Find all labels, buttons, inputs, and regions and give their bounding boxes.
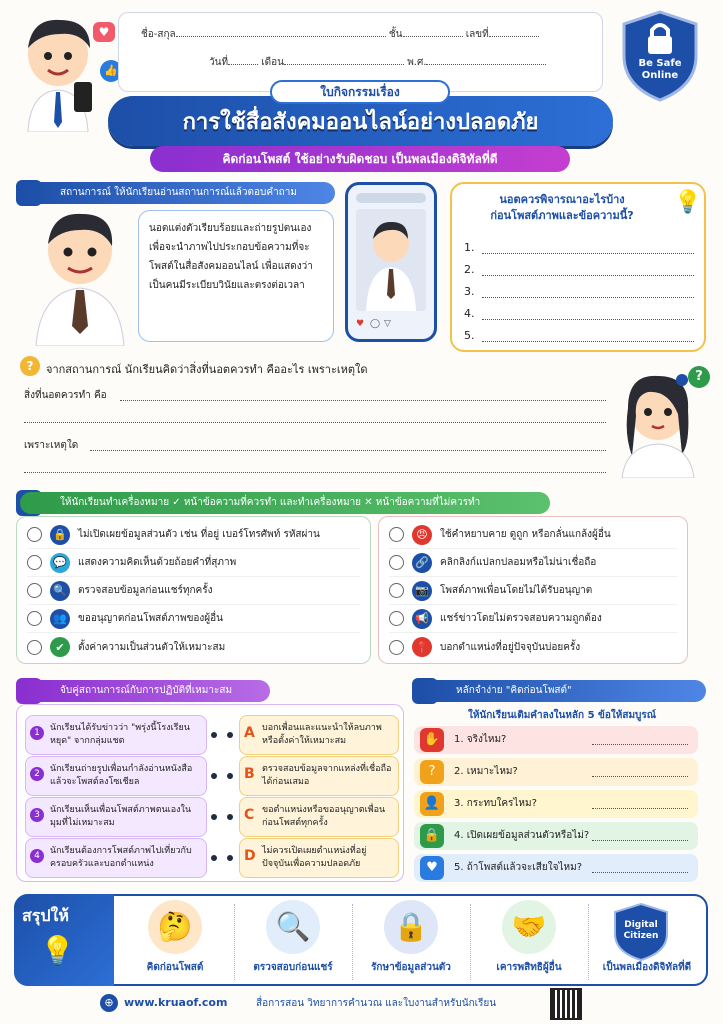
think-principle-row: [414, 758, 698, 786]
boy-tying-tie-illustration: [26, 206, 134, 346]
do-item: [27, 577, 360, 605]
statement-text: ใช้คำหยาบคาย ดูถูก หรือกลั่นแกล้งผู้อื่น: [440, 529, 611, 540]
summary-label: เป็นพลเมืองดิจิทัลที่ดี: [602, 962, 692, 973]
situation-text: นักเรียนต้องการโพสต์ภาพไปเที่ยวกับครอบครัวและบอกตำแหน่ง: [50, 846, 192, 869]
digital-citizen-shield-icon: [612, 902, 670, 962]
link-icon: 🔗: [412, 553, 432, 573]
action-text: ขอตำแหน่งหรือขออนุญาตเพื่อนก่อนโพสต์ทุกครั้ง: [262, 805, 386, 828]
match-dot-left[interactable]: [211, 814, 217, 820]
action-text: บอกเพื่อนและแนะนำให้ลบภาพหรือตั้งค่าให้เหมาะสม: [262, 723, 382, 746]
badge-line1: Be Safe: [638, 58, 682, 69]
year-field[interactable]: [426, 64, 546, 65]
website-link[interactable]: www.kruaof.com: [124, 996, 228, 1009]
match-dot-right[interactable]: [227, 814, 233, 820]
high-five-icon: 🤝: [502, 900, 556, 954]
summary-label: คิดก่อนโพสต์: [146, 962, 204, 973]
year-label: พ.ศ.: [407, 57, 427, 68]
globe-icon: ⊕: [100, 994, 118, 1012]
chat-icon: 💬: [50, 553, 70, 573]
badge-line2: Online: [641, 70, 679, 81]
date-label: วันที่: [209, 57, 229, 68]
matching-card: [16, 704, 404, 882]
consider-answer-line[interactable]: [482, 240, 694, 254]
date-field[interactable]: [228, 64, 258, 65]
story-bubble: นอตแต่งตัวเรียบร้อยและถ่ายรูปตนเอง เพื่อจะนำภาพไปประกอบข้อความที่จะโพสต์ในสื่อสังคมออนไลน์ เพื่อแสดงว่าเป็นคนมีระเบียบวินัยและตรงต่อเวลา: [138, 210, 334, 342]
section1-question: จากสถานการณ์ นักเรียนคิดว่าสิ่งที่นอตควรทำ คืออะไร เพราะเหตุใด: [46, 363, 368, 376]
share-icon[interactable]: ▽: [384, 319, 391, 329]
thinking-boy-icon: 🤔: [148, 900, 202, 954]
dont-item: [389, 577, 677, 605]
match-dot-right[interactable]: [227, 732, 233, 738]
summary-item: [120, 900, 230, 975]
name-label: ชื่อ-สกุล: [141, 29, 176, 40]
question-icon: ?: [420, 760, 444, 784]
action-card: [239, 838, 399, 878]
dont-item: [389, 605, 677, 633]
principle-text: 4. เปิดเผยข้อมูลส่วนตัวหรือไม่?: [454, 830, 590, 841]
lock-icon: 🔒: [50, 525, 70, 545]
match-dot-right[interactable]: [227, 773, 233, 779]
consider-item: [464, 254, 694, 276]
dont-list-card: [378, 516, 688, 664]
people-icon: 👥: [50, 609, 70, 629]
answer1-line[interactable]: [120, 400, 606, 401]
lightbulb-icon: 💡: [40, 934, 75, 967]
footer-caption: สื่อการสอน วิทยาการคำนวณ และใบงานสำหรับนักเรียน: [256, 998, 497, 1009]
consider-item: [464, 232, 694, 254]
consider-item-number: 5.: [464, 329, 475, 342]
consider-answer-line[interactable]: [482, 284, 694, 298]
digital-badge-line2: Citizen: [623, 931, 659, 941]
answer-checkbox[interactable]: [389, 640, 404, 655]
statement-text: ตรวจสอบข้อมูลก่อนแชร์ทุกครั้ง: [78, 585, 213, 596]
thumbs-up-icon: 👍: [100, 60, 122, 82]
lightbulb-icon: 💡: [674, 190, 702, 215]
magnifier-icon: 🔍: [266, 900, 320, 954]
principle-answer-line[interactable]: [592, 872, 688, 873]
do-item: [27, 549, 360, 577]
shield-check-icon: ✔: [50, 637, 70, 657]
dont-item: [389, 549, 677, 577]
camera-icon: 📷: [412, 581, 432, 601]
location-pin-icon: 📍: [412, 637, 432, 657]
statement-text: บอกตำแหน่งที่อยู่ปัจจุบันบ่อยครั้ง: [440, 641, 581, 653]
phone-mockup: [345, 182, 437, 342]
search-icon: 🔍: [50, 581, 70, 601]
summary-divider: [470, 904, 471, 980]
lock-icon: 🔒: [420, 824, 444, 848]
action-card: [239, 756, 399, 796]
qr-code-icon[interactable]: [550, 988, 582, 1020]
statement-text: ตั้งค่าความเป็นส่วนตัวให้เหมาะสม: [78, 641, 226, 653]
statement-text: คลิกลิงก์แปลกปลอมหรือไม่น่าเชื่อถือ: [440, 557, 597, 568]
statement-text: แชร์ข่าวโดยไม่ตรวจสอบความถูกต้อง: [440, 613, 602, 624]
answer-checkbox[interactable]: [27, 527, 42, 542]
person-icon: 👤: [420, 792, 444, 816]
title-small: ใบกิจกรรมเรื่อง: [270, 80, 450, 104]
number-label: เลขที่: [465, 29, 489, 40]
action-letter: C: [244, 807, 255, 823]
principle-answer-line[interactable]: [592, 776, 688, 777]
summary-label: เคารพสิทธิผู้อื่น: [496, 962, 562, 973]
situation-text: นักเรียนได้รับข่าวว่า "พรุ่งนี้โรงเรียนหยุด" จากกลุ่มแชต: [50, 723, 190, 746]
action-letter: A: [244, 725, 255, 741]
situation-card: [25, 756, 207, 796]
think-principle-row: [414, 822, 698, 850]
situation-number: 1: [30, 726, 44, 740]
heart-bubble-icon: ♥: [93, 22, 115, 42]
summary-item: [356, 900, 466, 975]
page-subtitle: คิดก่อนโพสต์ ใช้อย่างรับผิดชอบ เป็นพลเมืองดิจิทัลที่ดี: [150, 146, 570, 172]
section3-instruction: จับคู่สถานการณ์กับการปฏิบัติที่เหมาะสม: [20, 680, 270, 702]
consider-title-line1: นอตควรพิจารณาอะไรบ้าง: [499, 193, 625, 206]
consider-answer-line[interactable]: [482, 262, 694, 276]
answer-checkbox[interactable]: [27, 640, 42, 655]
situation-number: 2: [30, 767, 44, 781]
statement-text: แสดงความคิดเห็นด้วยถ้อยคำที่สุภาพ: [78, 557, 237, 568]
answer2-line[interactable]: [90, 450, 606, 451]
summary-divider: [234, 904, 235, 980]
megaphone-icon: 📢: [412, 609, 432, 629]
answer-checkbox[interactable]: [389, 611, 404, 626]
situation-text: นักเรียนเห็นเพื่อนโพสต์ภาพตนเองในมุมที่ไม่เหมาะสม: [50, 805, 192, 828]
answer-checkbox[interactable]: [389, 583, 404, 598]
situation-text: นักเรียนถ่ายรูปเพื่อนกำลังอ่านหนังสือแล้วจะโพสต์ลงโซเชียล: [50, 764, 193, 787]
answer-checkbox[interactable]: [27, 555, 42, 570]
section4-instruction: ให้นักเรียนเติมคำลงในหลัก 5 ข้อให้สมบูรณ์: [467, 710, 657, 721]
principle-text: 1. จริงไหม?: [454, 734, 507, 745]
statement-text: โพสต์ภาพเพื่อนโดยไม่ได้รับอนุญาต: [440, 585, 593, 596]
match-dot-left[interactable]: [211, 855, 217, 861]
consider-answer-line[interactable]: [482, 306, 694, 320]
consider-box: [450, 182, 706, 352]
summary-item: [238, 900, 348, 975]
dont-item: [389, 521, 677, 549]
summary-label: รักษาข้อมูลส่วนตัว: [371, 962, 451, 973]
summary-label: ตรวจสอบก่อนแชร์: [253, 962, 333, 973]
principle-answer-line[interactable]: [592, 808, 688, 809]
action-letter: B: [244, 766, 255, 782]
boy-photo-illustration: [356, 209, 426, 311]
consider-item-number: 1.: [464, 241, 475, 254]
answer-checkbox[interactable]: [389, 527, 404, 542]
consider-item: [464, 320, 694, 342]
match-dot-left[interactable]: [211, 732, 217, 738]
do-item: [27, 521, 360, 549]
section2-instruction: ให้นักเรียนทำเครื่องหมาย ✓ หน้าข้อความที่ควรทำ และทำเครื่องหมาย ✕ หน้าข้อความที่ไม่ควรทำ: [20, 492, 550, 514]
month-label: เดือน: [261, 57, 284, 68]
consider-item: [464, 276, 694, 298]
phone-post-photo: [356, 209, 426, 311]
situation-card: [25, 838, 207, 878]
do-item: [27, 605, 360, 633]
think-principle-row: [414, 726, 698, 754]
situation-card: [25, 715, 207, 755]
situation-number: 3: [30, 808, 44, 822]
dont-item: [389, 633, 677, 661]
answer1-line-2[interactable]: [24, 422, 606, 423]
be-safe-online-shield-icon: [620, 10, 700, 102]
section1-instruction: สถานการณ์ ให้นักเรียนอ่านสถานการณ์แล้วตอบคำถาม: [20, 182, 335, 204]
consider-item: [464, 298, 694, 320]
month-field[interactable]: [284, 64, 404, 65]
statement-text: ไม่เปิดเผยข้อมูลส่วนตัว เช่น ที่อยู่ เบอร์โทรศัพท์ รหัสผ่าน: [78, 529, 320, 540]
summary-divider: [588, 904, 589, 980]
consider-answer-line[interactable]: [482, 328, 694, 342]
principle-answer-line[interactable]: [592, 840, 688, 841]
answer2-line-2[interactable]: [24, 472, 606, 473]
class-field[interactable]: [403, 36, 463, 37]
principle-text: 3. กระทบใครไหม?: [454, 798, 537, 809]
summary-item: [474, 900, 584, 975]
heart-icon[interactable]: ♥: [356, 319, 365, 329]
do-list-card: [16, 516, 371, 664]
consider-title-line2: ก่อนโพสต์ภาพและข้อความนี้?: [490, 209, 634, 222]
consider-item-number: 4.: [464, 307, 475, 320]
summary-divider: [352, 904, 353, 980]
principle-text: 5. ถ้าโพสต์แล้วจะเสียใจไหม?: [454, 862, 583, 873]
angry-face-icon: 😠: [412, 525, 432, 545]
answer1-label: สิ่งที่นอตควรทำ คือ: [24, 390, 107, 401]
summary-title: สรุปให้: [22, 906, 69, 925]
principle-answer-line[interactable]: [592, 744, 688, 745]
shield-lock-icon: 🔒: [384, 900, 438, 954]
stop-hand-icon: ✋: [420, 728, 444, 752]
action-card: [239, 715, 399, 755]
page-title: การใช้สื่อสังคมออนไลน์อย่างปลอดภัย: [182, 110, 539, 135]
digital-badge-line1: Digital: [624, 920, 658, 930]
question-bubble-icon: ?: [688, 366, 710, 388]
number-field[interactable]: [489, 36, 539, 37]
think-principle-row: [414, 854, 698, 882]
match-dot-right[interactable]: [227, 855, 233, 861]
answer-checkbox[interactable]: [389, 555, 404, 570]
name-field[interactable]: [176, 36, 386, 37]
answer-checkbox[interactable]: [27, 611, 42, 626]
comment-icon[interactable]: ◯: [370, 319, 381, 329]
match-dot-left[interactable]: [211, 773, 217, 779]
situation-number: 4: [30, 849, 44, 863]
consider-item-number: 2.: [464, 263, 475, 276]
answer2-label: เพราะเหตุใด: [24, 440, 79, 451]
section4-title: หลักจำง่าย "คิดก่อนโพสต์": [416, 680, 706, 702]
do-item: [27, 633, 360, 661]
class-label: ชั้น: [388, 29, 403, 40]
situation-card: [25, 797, 207, 837]
action-letter: D: [244, 848, 256, 864]
action-card: [239, 797, 399, 837]
question-icon: ?: [20, 356, 40, 376]
answer-checkbox[interactable]: [27, 583, 42, 598]
action-text: ไม่ควรเปิดเผยตำแหน่งที่อยู่ปัจจุบันเพื่อความปลอดภัย: [262, 846, 367, 869]
heart-icon: ♥: [420, 856, 444, 880]
consider-item-number: 3.: [464, 285, 475, 298]
think-principle-row: [414, 790, 698, 818]
statement-text: ขออนุญาตก่อนโพสต์ภาพของผู้อื่น: [78, 613, 223, 624]
action-text: ตรวจสอบข้อมูลจากแหล่งที่เชื่อถือได้ก่อนเสมอ: [262, 764, 392, 787]
principle-text: 2. เหมาะไหม?: [454, 766, 518, 777]
